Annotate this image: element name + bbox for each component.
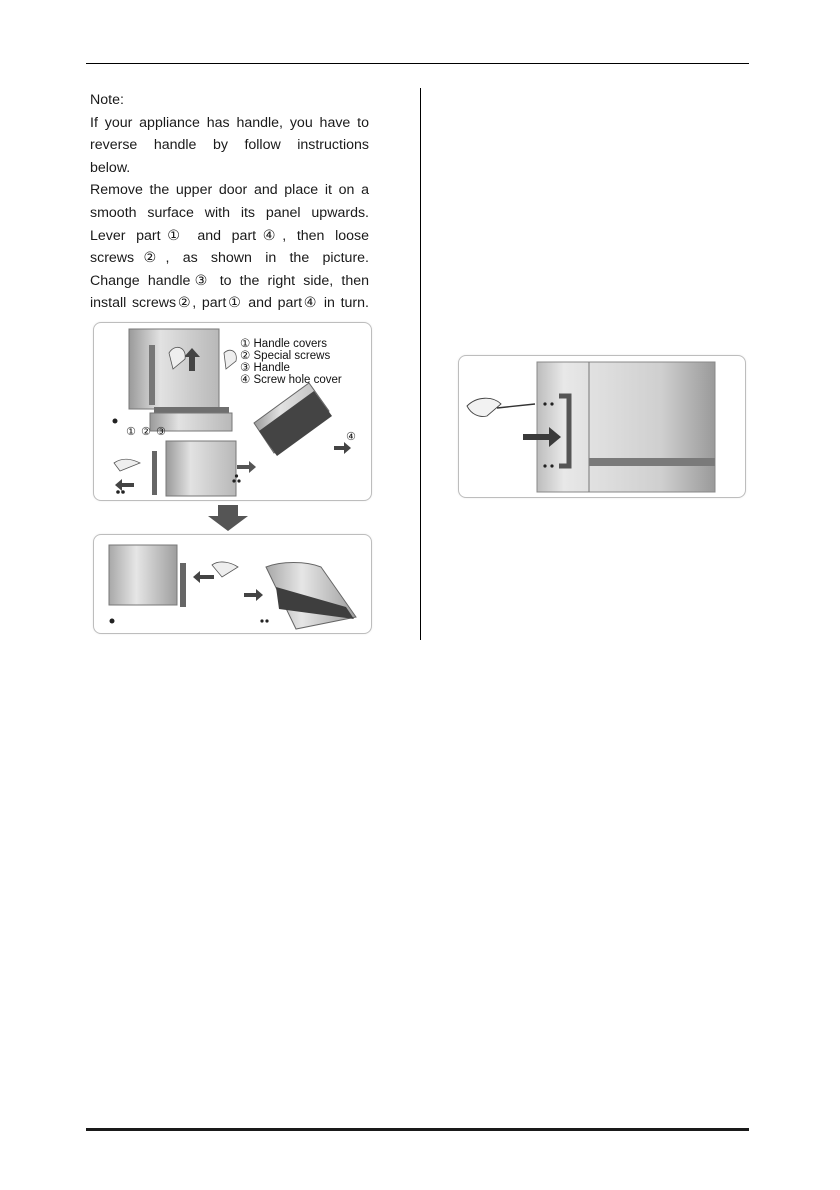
column-divider xyxy=(420,88,421,640)
figure-handle-screwing xyxy=(458,355,746,498)
note-line: reverse handle by follow instructions xyxy=(90,137,369,154)
screwing-illustration xyxy=(459,356,745,497)
removal-illustration xyxy=(94,323,371,500)
install-illustration xyxy=(94,535,371,633)
footer-rule xyxy=(86,1128,749,1131)
note-line: Remove the upper door and place it on a xyxy=(90,182,369,199)
legend-item: ② Special screws xyxy=(240,350,331,362)
note-line: install screws②, part① and part④ in turn. xyxy=(90,295,369,312)
callout-part4: ④ xyxy=(346,430,356,443)
callout-number: ③ xyxy=(156,425,166,438)
note-title: Note: xyxy=(90,92,124,108)
figure-handle-install xyxy=(93,534,372,634)
note-line: below. xyxy=(90,159,131,176)
note-line: If your appliance has handle, you have to xyxy=(90,114,369,131)
note-line: Change handle③ to the right side, then xyxy=(90,272,369,289)
header-rule xyxy=(86,63,749,64)
figure-handle-removal xyxy=(93,322,372,501)
legend-item: ① Handle covers xyxy=(240,338,328,350)
instruction-text xyxy=(90,89,369,315)
legend-item: ③ Handle xyxy=(240,362,290,374)
down-arrow-icon xyxy=(208,505,248,536)
callout-number: ① xyxy=(126,425,136,438)
note-line: smooth surface with its panel upwards. xyxy=(90,204,369,221)
note-line: Lever part① and part④, then loose xyxy=(90,227,369,244)
legend-item: ④ Screw hole cover xyxy=(240,374,342,386)
callout-number: ② xyxy=(141,425,151,438)
note-line: screws②, as shown in the picture. xyxy=(90,250,369,267)
